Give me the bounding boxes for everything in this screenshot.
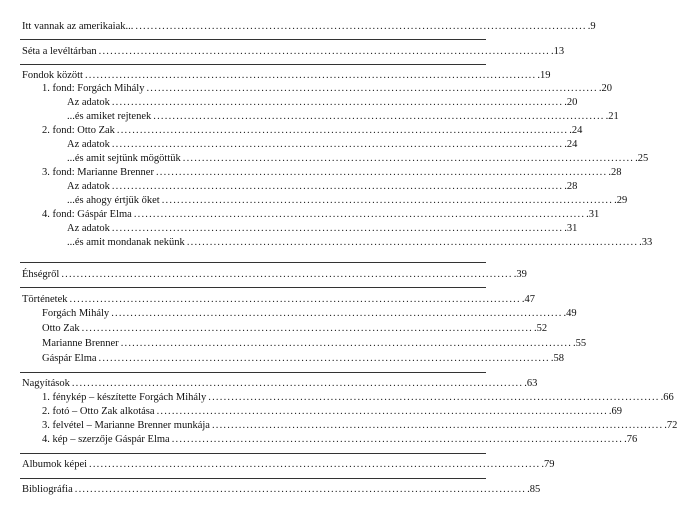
toc-entry-seta: [0, 45, 565, 58]
dot-leader: ......................................................................................................................: [120, 338, 573, 349]
section-divider: [20, 372, 486, 373]
dot-leader: ......................................................................................................................: [186, 237, 639, 248]
toc-entry-page: .47: [521, 294, 535, 305]
toc-entry-sub: [0, 152, 649, 165]
section-divider: [20, 287, 486, 288]
toc-entry-title: Forgách Mihály: [42, 308, 110, 319]
dot-leader: ......................................................................................................................: [153, 111, 605, 122]
dot-leader: ......................................................................................................................: [116, 125, 569, 136]
section-divider: [20, 453, 486, 454]
toc-entry-title: Éhségről: [22, 269, 60, 280]
toc-entry-title: ...és amit sejtünk mögöttük: [67, 153, 181, 164]
toc-entry-title: 3. fond: Marianne Brenner: [42, 167, 154, 178]
toc-entry-page: .85: [527, 484, 541, 495]
toc-entry-title: Séta a levéltárban: [22, 46, 97, 57]
toc-entry-title: 4. kép – szerzője Gáspár Elma: [42, 434, 170, 445]
toc-entry-title: ...és amit mondanak nekünk: [67, 237, 185, 248]
toc-entry-page: .33: [639, 237, 653, 248]
toc-entry-page: .25: [635, 153, 649, 164]
toc-entry-page: .69: [608, 406, 623, 417]
section-divider: [20, 262, 486, 263]
toc-entry-title: Az adatok: [67, 181, 110, 192]
dot-leader: ......................................................................................................................: [171, 434, 624, 445]
toc-entry-page: .19: [537, 70, 551, 81]
toc-entry-photo: [0, 419, 677, 432]
toc-entry-title: 1. fond: Forgách Mihály: [42, 83, 145, 94]
toc-entry-title: Albumok képei: [22, 459, 88, 470]
toc-entry-page: .66: [660, 392, 674, 403]
dot-leader: ......................................................................................................................: [146, 83, 598, 94]
toc-entry-title: 3. felvétel – Marianne Brenner munkája: [42, 420, 210, 431]
toc-entry-sub: [0, 96, 578, 109]
dot-leader: ......................................................................................................................: [156, 406, 608, 417]
toc-entry-page: .72: [664, 420, 677, 431]
toc-entry-page: .58: [550, 353, 565, 364]
toc-entry-ehseg: [0, 268, 527, 281]
toc-entry-page: .63: [524, 378, 538, 389]
toc-entry-title: Itt vannak az amerikaiak...: [22, 21, 134, 32]
dot-leader: ......................................................................................................................: [111, 308, 563, 319]
toc-entry-page: .31: [564, 223, 578, 234]
dot-leader: ......................................................................................................................: [74, 484, 527, 495]
toc-entry-page: .24: [569, 125, 583, 136]
toc-entry-albumok: [0, 458, 555, 471]
toc-entry-tortenetek: [0, 293, 535, 306]
toc-entry-sub: [0, 110, 619, 123]
dot-leader: ......................................................................................................................: [69, 294, 521, 305]
dot-leader: ......................................................................................................................: [135, 21, 587, 32]
toc-entry-page: .28: [608, 167, 622, 178]
dot-leader: ......................................................................................................................: [98, 353, 550, 364]
toc-entry-title: 2. fond: Otto Zak: [42, 125, 115, 136]
toc-entry-title: Bibliográfia: [22, 484, 73, 495]
toc-entry-story: [0, 352, 565, 365]
toc-entry-page: .21: [605, 111, 619, 122]
section-divider: [20, 39, 486, 40]
toc-entry-nagyitasok: [0, 377, 538, 390]
toc-entry-page: .79: [541, 459, 555, 470]
toc-entry-page: .39: [513, 269, 527, 280]
toc-entry-photo: [0, 433, 638, 446]
toc-entry-title: ...és ahogy értjük őket: [67, 195, 160, 206]
toc-entry-title: 4. fond: Gáspár Elma: [42, 209, 132, 220]
toc-entry-page: .28: [564, 181, 578, 192]
toc-entry-page: .20: [598, 83, 612, 94]
toc-entry-photo: [0, 391, 674, 404]
toc-entry-bibliografia: [0, 483, 541, 496]
dot-leader: ......................................................................................................................: [211, 420, 664, 431]
section-divider: [20, 478, 486, 479]
toc-entry-page: .9: [587, 21, 596, 32]
dot-leader: ......................................................................................................................: [98, 46, 550, 57]
dot-leader: ......................................................................................................................: [111, 97, 564, 108]
toc-entry-page: .76: [624, 434, 638, 445]
toc-entry-title: Otto Zak: [42, 323, 80, 334]
dot-leader: ......................................................................................................................: [182, 153, 635, 164]
dot-leader: ......................................................................................................................: [111, 139, 564, 150]
toc-entry-title: 2. fotó – Otto Zak alkotása: [42, 406, 155, 417]
toc-entry-title: Az adatok: [67, 97, 110, 108]
toc-entry-title: Fondok között: [22, 70, 83, 81]
toc-entry-sub: [0, 236, 653, 249]
toc-entry-intro: [0, 20, 596, 33]
toc-entry-page: .52: [533, 323, 548, 334]
dot-leader: ......................................................................................................................: [111, 223, 564, 234]
dot-leader: ......................................................................................................................: [161, 195, 614, 206]
toc-entry-page: .55: [573, 338, 587, 349]
toc-entry-story: [0, 307, 577, 320]
toc-entry-fond-4: [0, 208, 600, 221]
toc-entry-page: .49: [563, 308, 577, 319]
toc-entry-story: [0, 337, 587, 350]
toc-entry-sub: [0, 138, 578, 151]
toc-entry-page: .20: [564, 97, 578, 108]
toc-entry-story: [0, 322, 548, 335]
toc-entry-page: .29: [614, 195, 628, 206]
dot-leader: ......................................................................................................................: [208, 392, 660, 403]
dot-leader: ......................................................................................................................: [133, 209, 586, 220]
toc-entry-title: ...és amiket rejtenek: [67, 111, 152, 122]
toc-entry-sub: [0, 180, 578, 193]
toc-entry-title: Az adatok: [67, 139, 110, 150]
dot-leader: ......................................................................................................................: [111, 181, 564, 192]
toc-entry-title: Gáspár Elma: [42, 353, 97, 364]
toc-entry-fond-2: [0, 124, 583, 137]
toc-entry-fond-3: [0, 166, 622, 179]
dot-leader: ......................................................................................................................: [84, 70, 537, 81]
section-divider: [20, 64, 486, 65]
toc-entry-title: Történetek: [22, 294, 68, 305]
dot-leader: ......................................................................................................................: [61, 269, 513, 280]
dot-leader: ......................................................................................................................: [81, 323, 533, 334]
toc-entry-title: Nagyítások: [22, 378, 70, 389]
dot-leader: ......................................................................................................................: [71, 378, 524, 389]
toc-entry-fond-1: [0, 82, 612, 95]
toc-entry-page: .13: [551, 46, 565, 57]
toc-entry-page: .31: [586, 209, 600, 220]
toc-entry-sub: [0, 222, 578, 235]
toc-entry-title: Az adatok: [67, 223, 110, 234]
dot-leader: ......................................................................................................................: [155, 167, 608, 178]
dot-leader: ......................................................................................................................: [89, 459, 541, 470]
toc-entry-page: .24: [564, 139, 578, 150]
toc-entry-title: Marianne Brenner: [42, 338, 119, 349]
toc-entry-fondok: [0, 69, 551, 82]
toc-entry-sub: [0, 194, 628, 207]
toc-entry-photo: [0, 405, 623, 418]
toc-entry-title: 1. fénykép – készítette Forgách Mihály: [42, 392, 207, 403]
